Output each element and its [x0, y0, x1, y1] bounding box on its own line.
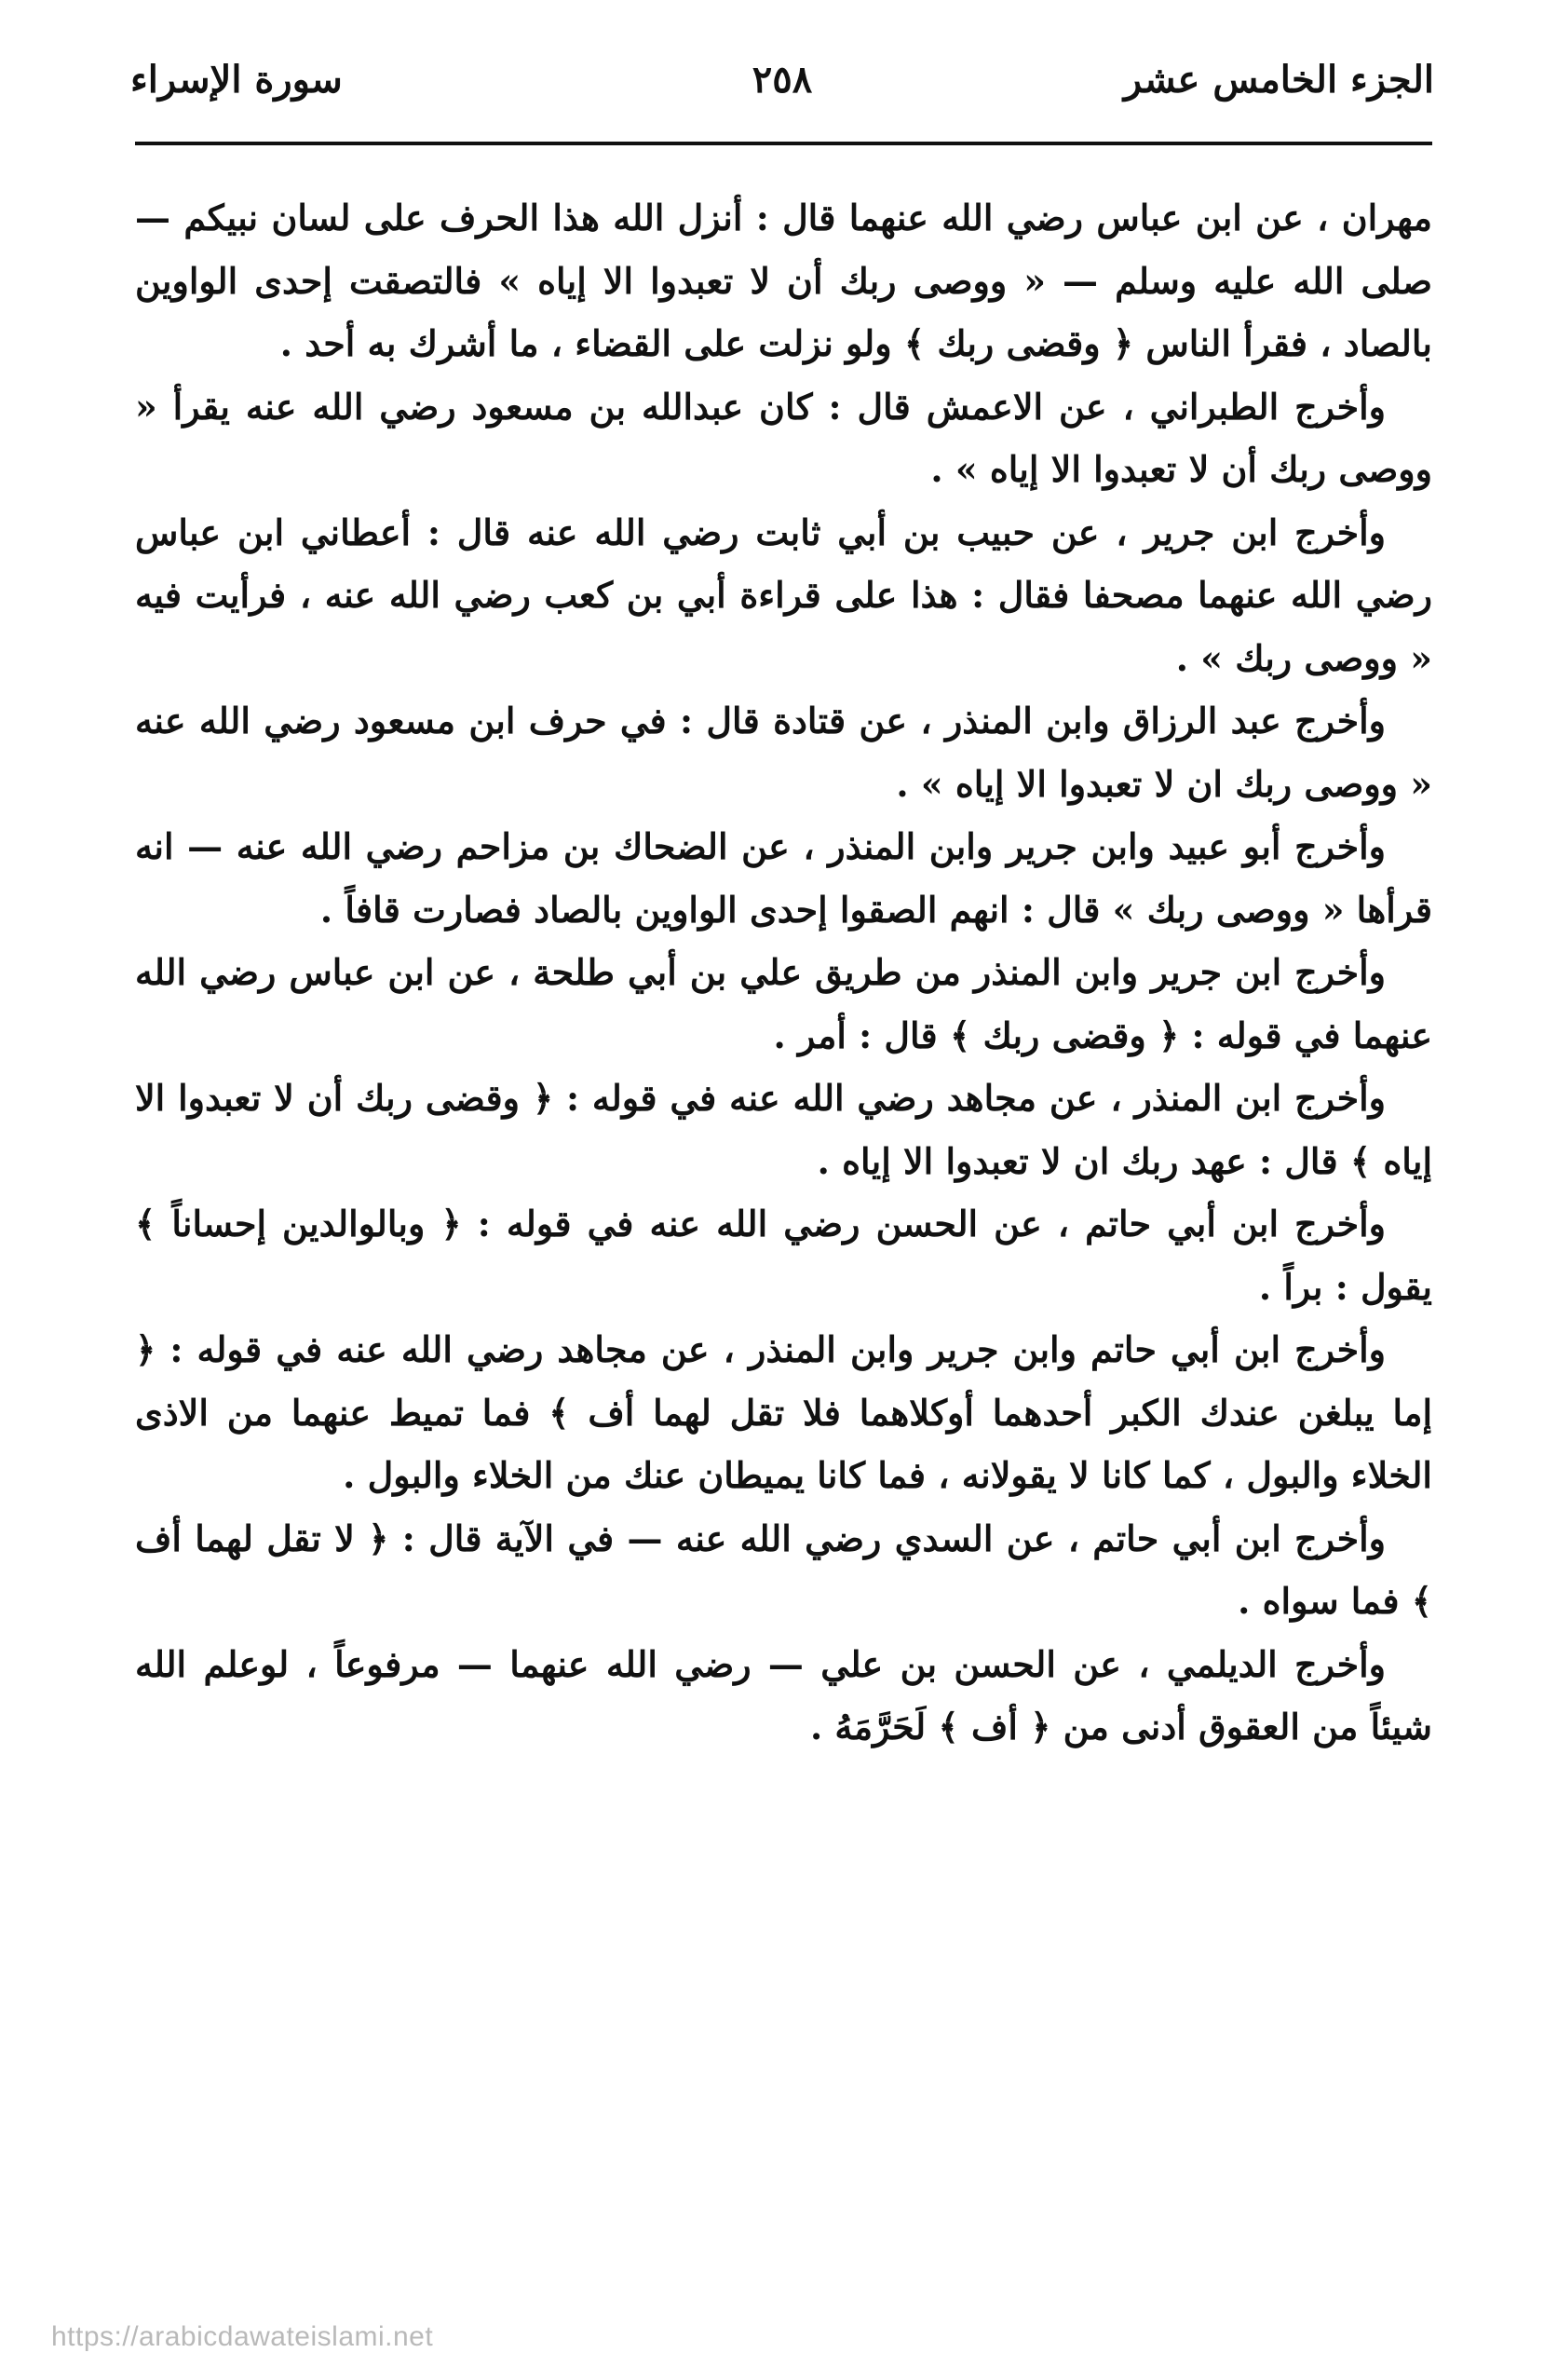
- paragraph: وأخرج أبو عبيد وابن جرير وابن المنذر ، عن الضحاك بن مزاحم رضي الله عنه — انه قرأها « ووصى ربك » قال : انهم الصقوا إحدى الواوين بالصاد فصارت قافاً .: [135, 825, 1432, 931]
- surah-title: سورة الإسراء: [130, 58, 343, 102]
- paragraph: مهران ، عن ابن عباس رضي الله عنهما قال : أنزل الله هذا الحرف على لسان نبيكم — صلى الله عليه وسلم — « ووصى ربك أن لا تعبدوا الا إياه » فالتصقت إحدى الواوين بالصاد ، فقرأ الناس ﴿ وقضى ربك ﴾ ولو نزلت على القضاء ، ما أشرك به أحد .: [135, 197, 1433, 364]
- running-header: [130, 58, 1434, 132]
- paragraph: وأخرج ابن أبي حاتم وابن جرير وابن المنذر ، عن مجاهد رضي الله عنه في قوله : ﴿ إما يبلغن عندك الكبر أحدهما أوكلاهما فلا تقل لهما أف ﴾ فما تميط عنهما من الاذى الخلاء والبول ، كما كانا لا يقولانه ، فما كانا يميطان عنك من الخلاء والبول .: [135, 1328, 1432, 1496]
- page-number: ٢٥٨: [752, 58, 813, 102]
- paragraph: وأخرج عبد الرزاق وابن المنذر ، عن قتادة قال : في حرف ابن مسعود رضي الله عنه « ووصى ربك ان لا تعبدوا الا إياه » .: [135, 700, 1432, 805]
- paragraph: وأخرج الديلمي ، عن الحسن بن علي — رضي الله عنهما — مرفوعاً ، لوعلم الله شيئاً من العقوق أدنى من ﴿ أف ﴾ لَحَرَّمَهُ .: [135, 1642, 1432, 1748]
- paragraph: وأخرج ابن جرير ، عن حبيب بن أبي ثابت رضي الله عنه قال : أعطاني ابن عباس رضي الله عنهما مصحفا فقال : هذا على قراءة أبي بن كعب رضي الله عنه ، فرأيت فيه « ووصى ربك » .: [135, 510, 1432, 679]
- paragraph: وأخرج الطبراني ، عن الاعمش قال : كان عبدالله بن مسعود رضي الله عنه يقرأ « ووصى ربك أن لا تعبدوا الا إياه » .: [135, 385, 1432, 490]
- page-body: [135, 186, 1432, 1759]
- paragraph: وأخرج ابن أبي حاتم ، عن الحسن رضي الله عنه في قوله : ﴿ وبالوالدين إحساناً ﴾ يقول : براً .: [135, 1203, 1432, 1308]
- paragraph: وأخرج ابن أبي حاتم ، عن السدي رضي الله عنه — في الآية قال : ﴿ لا تقل لهما أف ﴾ فما سواه .: [135, 1516, 1432, 1622]
- paragraph: وأخرج ابن جرير وابن المنذر من طريق علي بن أبي طلحة ، عن ابن عباس رضي الله عنهما في قوله : ﴿ وقضى ربك ﴾ قال : أمر .: [135, 951, 1432, 1056]
- header-divider: [135, 142, 1432, 145]
- source-watermark: https://arabicdawateislami.net: [51, 2321, 434, 2352]
- paragraph: وأخرج ابن المنذر ، عن مجاهد رضي الله عنه في قوله : ﴿ وقضى ربك أن لا تعبدوا الا إياه ﴾ قال : عهد ربك ان لا تعبدوا الا إياه .: [135, 1077, 1432, 1182]
- juz-title: الجزء الخامس عشر: [1123, 58, 1434, 102]
